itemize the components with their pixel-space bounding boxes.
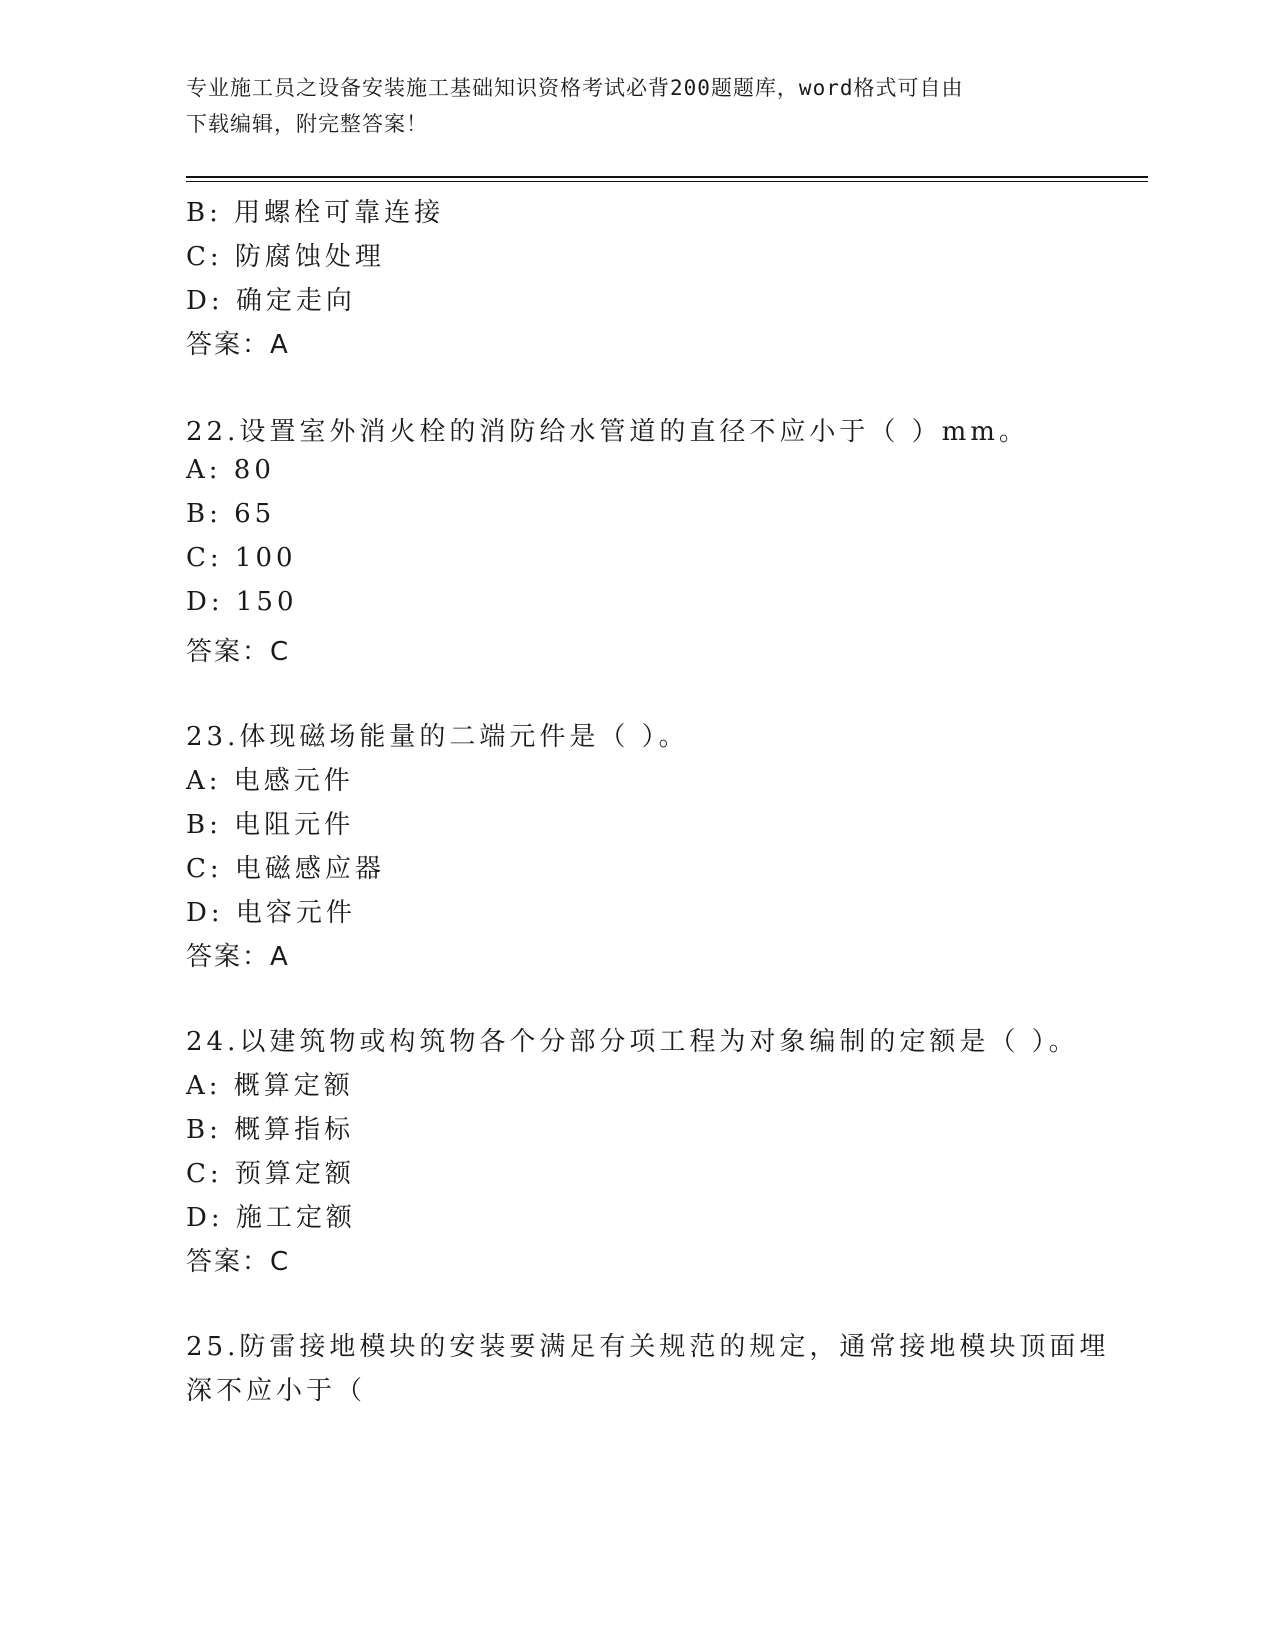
q23-option-d: D: 电容元件 bbox=[186, 898, 356, 928]
q22-question: 22.设置室外消火栓的消防给水管道的直径不应小于（ ）mm。 bbox=[186, 417, 1029, 447]
q22-option-b: B: 65 bbox=[186, 499, 276, 529]
q23-answer: 答案：A bbox=[186, 942, 290, 972]
q24-option-d: D: 施工定额 bbox=[186, 1203, 356, 1233]
q22-answer: 答案：C bbox=[186, 637, 291, 667]
q24-question: 24.以建筑物或构筑物各个分部分项工程为对象编制的定额是（ ）。 bbox=[186, 1027, 1079, 1057]
q21-answer: 答案：A bbox=[186, 330, 290, 360]
header-divider-bottom bbox=[186, 181, 1148, 182]
q22-option-d: D: 150 bbox=[186, 587, 298, 617]
q24-option-b: B: 概算指标 bbox=[186, 1115, 355, 1145]
q25-question-line-1: 25.防雷接地模块的安装要满足有关规范的规定，通常接地模块顶面埋 bbox=[186, 1332, 1110, 1362]
q23-question: 23.体现磁场能量的二端元件是（ ）。 bbox=[186, 722, 689, 752]
q23-option-c: C: 电磁感应器 bbox=[186, 854, 385, 884]
document-header bbox=[186, 70, 1066, 142]
q23-option-b: B: 电阻元件 bbox=[186, 810, 355, 840]
q24-answer: 答案：C bbox=[186, 1247, 291, 1277]
q22-option-c: C: 100 bbox=[186, 543, 297, 573]
q21-option-d: D: 确定走向 bbox=[186, 286, 356, 316]
q24-option-c: C: 预算定额 bbox=[186, 1159, 355, 1189]
q25-question-line-2: 深不应小于（ bbox=[186, 1376, 367, 1406]
q22-option-a: A: 80 bbox=[186, 455, 275, 485]
q24-option-a: A: 概算定额 bbox=[186, 1071, 354, 1101]
q23-option-a: A: 电感元件 bbox=[186, 766, 354, 796]
header-line-1: 专业施工员之设备安装施工基础知识资格考试必背200题题库，word格式可自由 bbox=[186, 76, 964, 100]
q21-option-b: B: 用螺栓可靠连接 bbox=[186, 198, 445, 228]
header-divider-top bbox=[186, 176, 1148, 178]
q21-option-c: C: 防腐蚀处理 bbox=[186, 242, 385, 272]
header-line-2: 下载编辑，附完整答案！ bbox=[186, 112, 428, 136]
